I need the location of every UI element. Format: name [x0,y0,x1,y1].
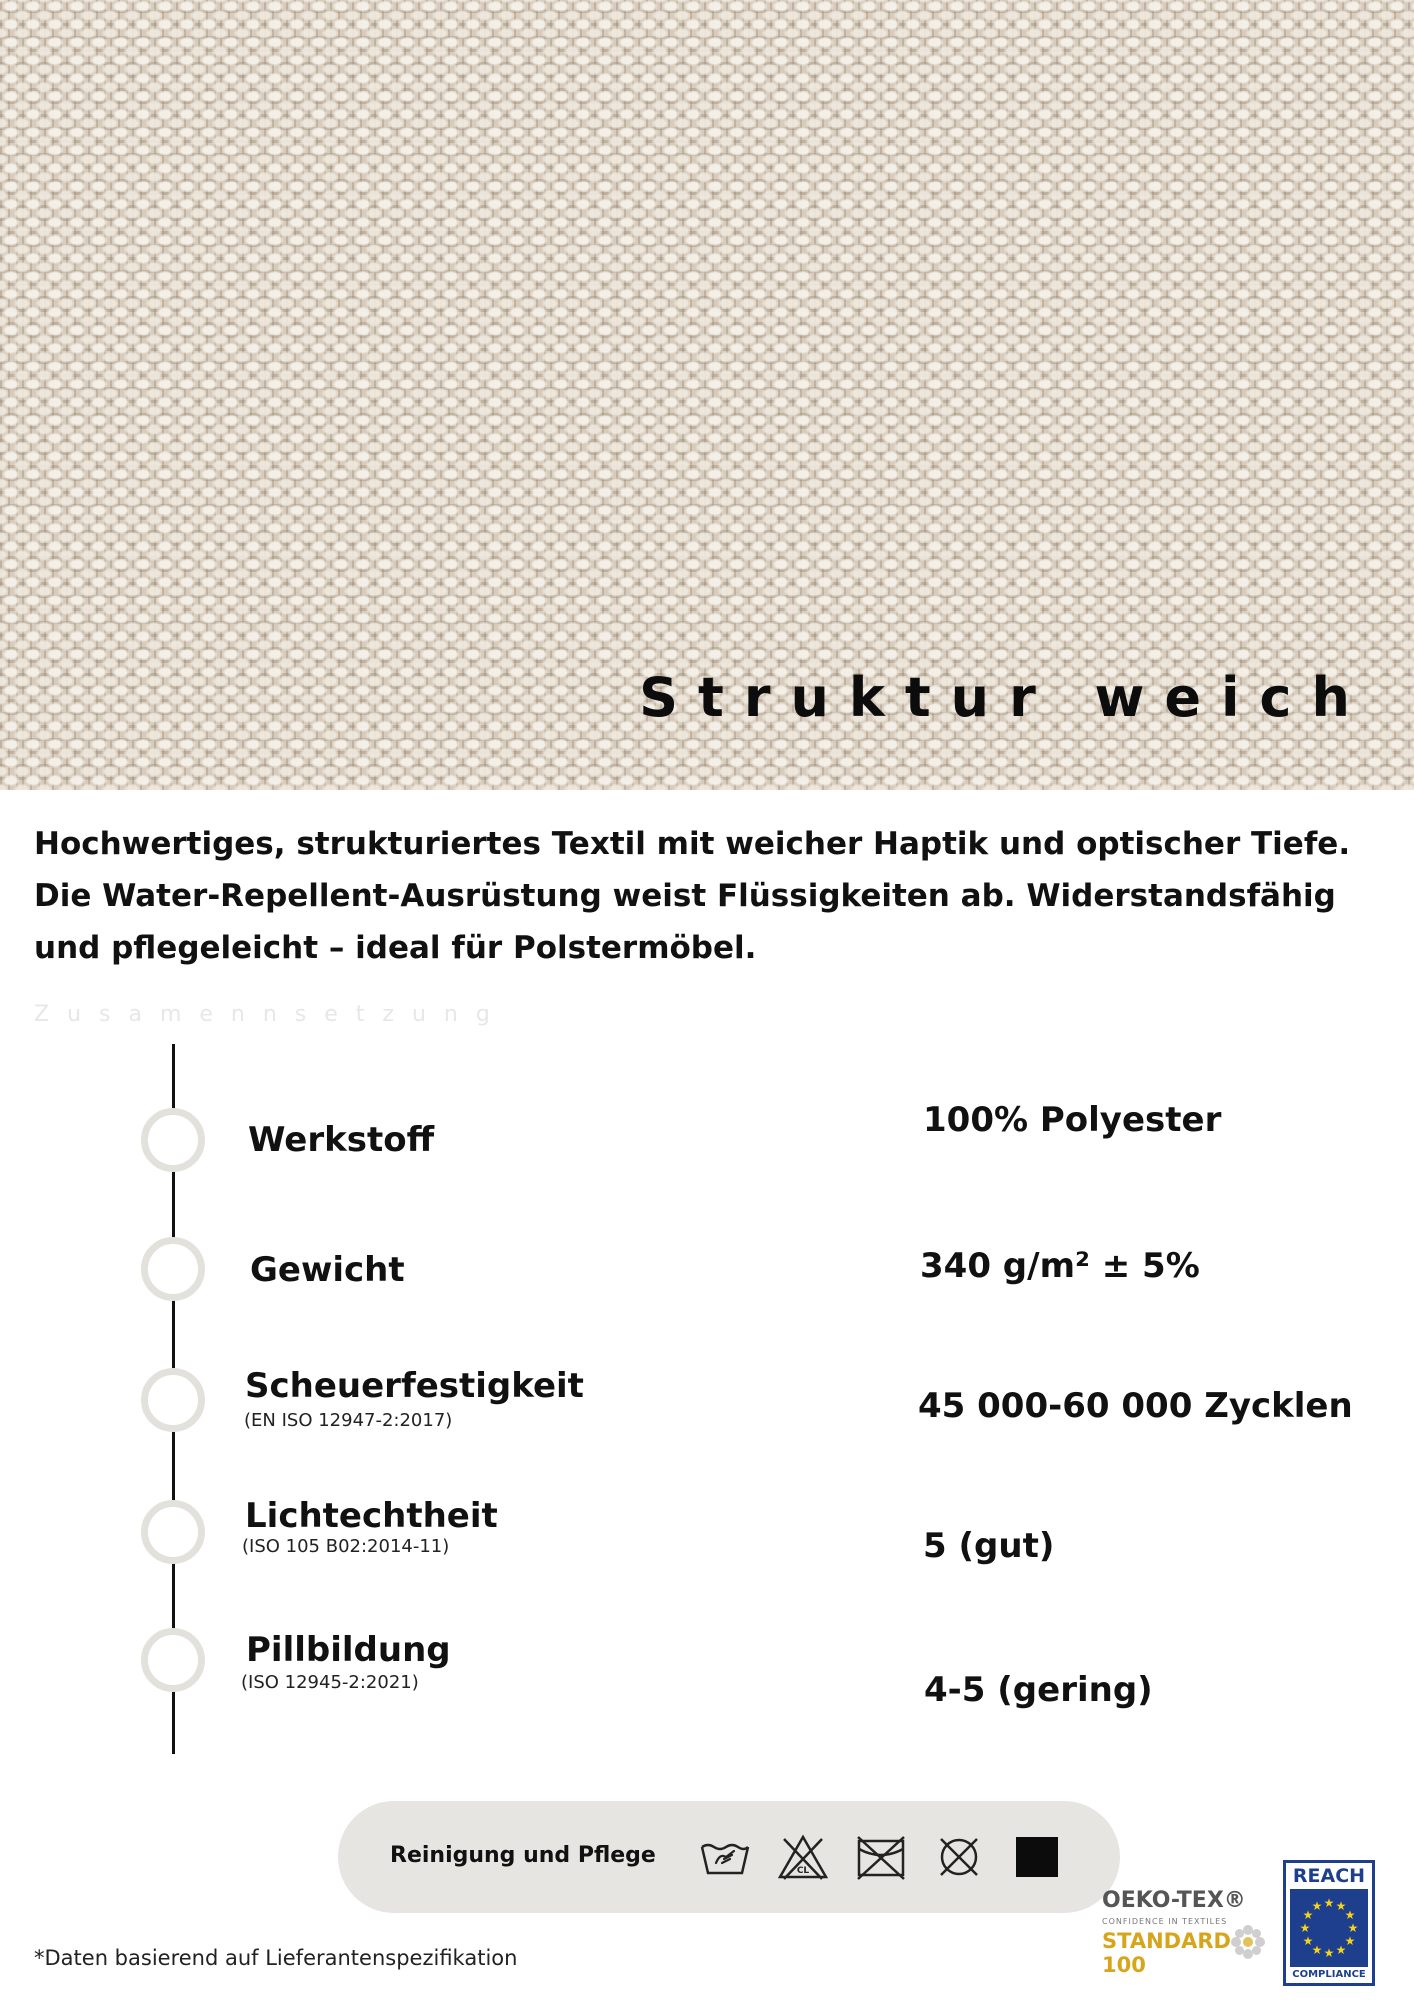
property-value-gewicht: 340 g/m² ± 5% [920,1246,1200,1286]
intro-description [34,818,1394,974]
no-tumble-dry-icon [854,1833,908,1881]
reach-title: REACH [1292,1865,1366,1887]
property-value-werkstoff: 100% Polyester [923,1100,1222,1140]
intro-line-2: Die Water-Repellent-Ausrüstung weist Flüssigkeiten ab. Widerstandsfähig [34,878,1336,914]
timeline-node [141,1368,205,1432]
svg-text:★: ★ [1302,1934,1314,1948]
timeline-node [141,1108,205,1172]
oeko-tex-badge [1078,1888,1278,1988]
hand-wash-icon [698,1833,752,1881]
property-label-scheuerfestigkeit: Scheuerfestigkeit [245,1366,584,1406]
oeko-standard: STANDARD 100 [1102,1929,1231,1977]
svg-text:★: ★ [1344,1908,1356,1922]
svg-text:★: ★ [1323,1896,1335,1910]
timeline-node [141,1500,205,1564]
svg-text:★: ★ [1299,1921,1311,1935]
svg-text:★: ★ [1347,1921,1359,1935]
care-instructions-bar [338,1801,1120,1913]
property-value-pillbildung: 4-5 (gering) [924,1670,1153,1710]
property-label-lichtechtheit: Lichtechtheit [245,1496,498,1536]
svg-text:★: ★ [1335,1899,1347,1913]
timeline-node [141,1628,205,1692]
footnote: *Daten basierend auf Lieferantenspezifikation [34,1946,518,1970]
svg-text:★: ★ [1344,1934,1356,1948]
reach-compliance-badge [1283,1860,1375,1986]
svg-text:★: ★ [1335,1943,1347,1957]
svg-text:★: ★ [1311,1943,1323,1957]
svg-text:★: ★ [1323,1946,1335,1960]
property-norm-pillbildung: (ISO 12945-2:2021) [241,1672,419,1693]
eu-flag-icon [1290,1889,1368,1967]
no-bleach-text: CL [796,1866,810,1876]
property-value-scheuerfestigkeit: 45 000-60 000 Zycklen [918,1386,1353,1426]
intro-line-3: und pflegeleicht – ideal für Polstermöbel. [34,930,757,966]
property-label-werkstoff: Werkstoff [248,1120,435,1160]
property-label-gewicht: Gewicht [250,1250,405,1290]
oeko-brand: OEKO-TEX® [1102,1888,1246,1913]
fabric-texture-image [0,0,1414,790]
no-bleach-icon [776,1833,830,1881]
svg-text:★: ★ [1311,1899,1323,1913]
hero-title: Struktur weich [639,666,1370,729]
filled-square-icon [1010,1833,1064,1881]
oeko-flower-icon [1230,1924,1266,1960]
eu-stars-icon [1290,1889,1368,1967]
section-label-composition: Zusamennsetzung [34,1002,508,1027]
care-label: Reinigung und Pflege [390,1843,656,1868]
property-norm-lichtechtheit: (ISO 105 B02:2014-11) [242,1536,450,1557]
property-label-pillbildung: Pillbildung [246,1630,451,1670]
oeko-tagline: CONFIDENCE IN TEXTILES [1102,1917,1228,1926]
property-norm-scheuerfestigkeit: (EN ISO 12947-2:2017) [244,1410,453,1431]
intro-line-1: Hochwertiges, strukturiertes Textil mit weicher Haptik und optischer Tiefe. [34,826,1351,862]
svg-text:★: ★ [1302,1908,1314,1922]
property-value-lichtechtheit: 5 (gut) [923,1526,1055,1566]
timeline-node [141,1237,205,1301]
no-dry-clean-icon [932,1833,986,1881]
reach-compliance-label: COMPLIANCE [1292,1969,1366,1980]
